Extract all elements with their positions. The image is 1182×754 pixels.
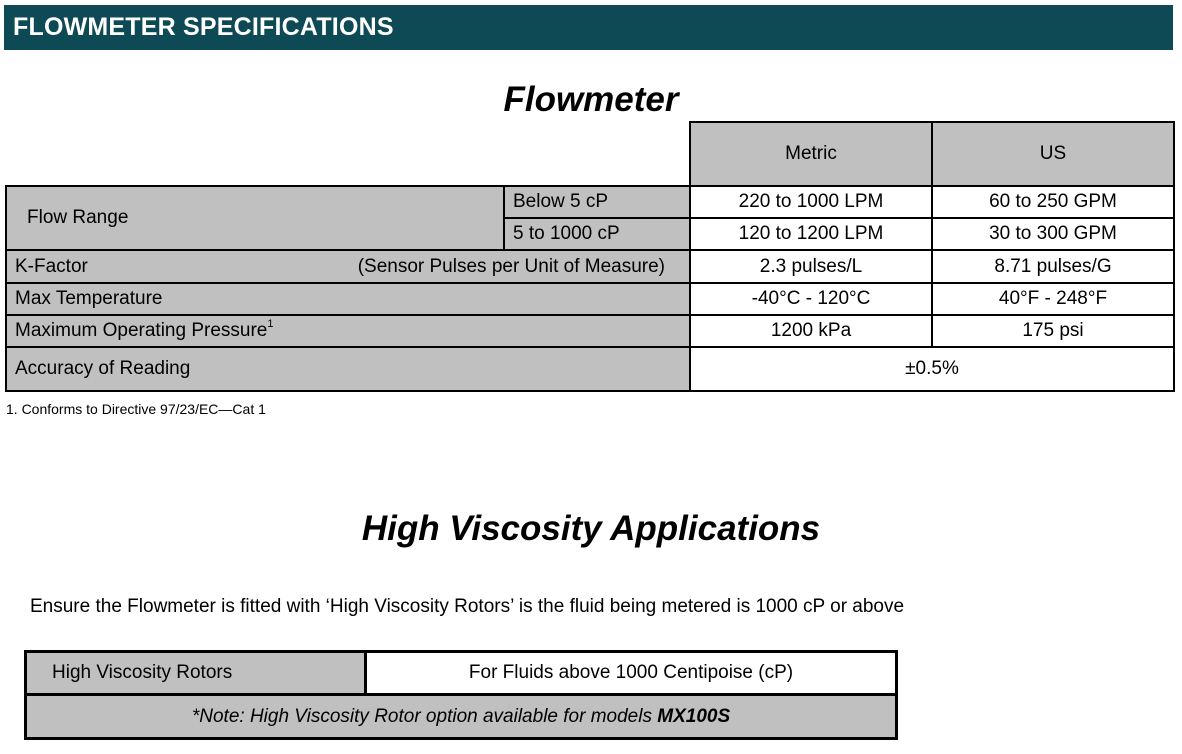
header-row — [6, 122, 1174, 186]
k-factor-label: K-Factor — [15, 255, 88, 277]
max-pressure-label: Maximum Operating Pressure — [15, 320, 268, 341]
k-factor-metric: 2.3 pulses/L — [690, 250, 932, 283]
high-viscosity-title: High Viscosity Applications — [361, 509, 821, 548]
high-viscosity-rotors-value: For Fluids above 1000 Centipoise (cP) — [366, 652, 897, 695]
accuracy-value: ±0.5% — [690, 347, 1174, 391]
k-factor-label-cell — [6, 250, 690, 283]
us-column-header: US — [932, 122, 1174, 186]
footnote-marker: 1 — [267, 318, 274, 330]
max-temperature-us: 40°F - 248°F — [932, 283, 1174, 315]
flow-range-us-5-to-1000cp: 30 to 300 GPM — [932, 218, 1174, 250]
max-temperature-label: Max Temperature — [6, 283, 690, 315]
flow-range-label: Flow Range — [6, 186, 504, 250]
metric-column-header: Metric — [690, 122, 932, 186]
table-row — [6, 283, 1174, 315]
high-viscosity-instruction: Ensure the Flowmeter is fitted with ‘High Viscosity Rotors’ is the fluid being metered is 1000 cP or above — [30, 596, 905, 617]
high-viscosity-table — [24, 650, 898, 740]
flowmeter-title: Flowmeter — [503, 80, 679, 119]
high-viscosity-note — [26, 695, 897, 739]
table-row — [6, 186, 1174, 218]
header-blank-cell — [6, 122, 690, 186]
max-pressure-metric: 1200 kPa — [690, 315, 932, 347]
max-pressure-us: 175 psi — [932, 315, 1174, 347]
flow-range-metric-below-5cp: 220 to 1000 LPM — [690, 186, 932, 218]
flow-condition-below-5cp: Below 5 cP — [504, 186, 690, 218]
table-row — [6, 347, 1174, 391]
table-row — [26, 695, 897, 739]
footnote: 1. Conforms to Directive 97/23/EC—Cat 1 — [6, 401, 266, 417]
max-pressure-label-cell — [6, 315, 690, 347]
note-text: *Note: High Viscosity Rotor option available for models — [191, 705, 658, 727]
flow-range-us-below-5cp: 60 to 250 GPM — [932, 186, 1174, 218]
k-factor-us: 8.71 pulses/G — [932, 250, 1174, 283]
table-row — [6, 250, 1174, 283]
flow-range-metric-5-to-1000cp: 120 to 1200 LPM — [690, 218, 932, 250]
note-model: MX100S — [657, 705, 731, 727]
max-temperature-metric: -40°C - 120°C — [690, 283, 932, 315]
high-viscosity-rotors-label: High Viscosity Rotors — [26, 652, 366, 695]
flowmeter-spec-table — [5, 121, 1175, 392]
flow-condition-5-to-1000cp: 5 to 1000 cP — [504, 218, 690, 250]
accuracy-label: Accuracy of Reading — [6, 347, 690, 391]
k-factor-note: (Sensor Pulses per Unit of Measure) — [357, 255, 665, 277]
table-row — [6, 315, 1174, 347]
section-banner: FLOWMETER SPECIFICATIONS — [4, 5, 1173, 50]
table-row — [26, 652, 897, 695]
